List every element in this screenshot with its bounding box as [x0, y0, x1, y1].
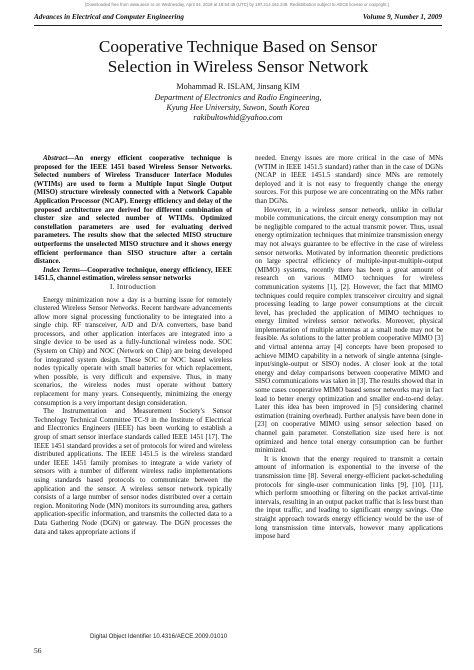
affiliation-line-1: Department of Electronics and Radio Engineering,: [154, 93, 322, 102]
body-paragraph: The Instrumentation and Measurement Society's Sensor Technology Technical Committee TC-9 in the Institute of Electrical and Electronics Engineers (IEEE) has been working to establish a group of smart sensor interface standards called IEEE 1451 [17]. The IEEE 1451 standard provides a set of protocols for wired and wireless distributed applications. The IEEE 1451.5 is the wireless standard under IEEE 1451 family promises to integrate a wide variety of sensors with a number of different wireless radio implementations using standards based protocols to communicate between the application and the sensor. A wireless sensor network typically consists of a large number of sensor nodes distributed over a certain region. Monitoring Node (MN) monitors its surrounding area, gathers application-specific information, and transmits the collected data to a Data Gathering Node (DGN) or gateway. The DGN processes the data and takes appropriate actions if: [34, 407, 232, 536]
index-terms-text: —Cooperative technique, energy efficiency, IEEE 1451.5, channel estimation, wireless sensor networks: [34, 265, 232, 283]
body-paragraph: Energy minimization now a day is a burning issue for remotely clustered Wireless Sensor Networks. Recent hardware advancements allow more signal processing functionality to be integrated into a single chip. RF transceiver, A/D and D/A converters, base band processors, and other application interfaces are integrated into a single device to be used as a fully-functional wireless node. SOC (System on Chip) and NOC (Network on Chip) are being developed for integrated system design. These SOC or NOC based wireless nodes typically operate with small batteries for which replacement, when possible, is very difficult and expensive. Thus, in many scenarios, the wireless nodes must operate without battery replacement for many years. Consequently, minimizing the energy consumption is a very important design consideration.: [34, 295, 232, 407]
author-names: Mohammad R. ISLAM, Jinsang KIM: [176, 82, 300, 91]
running-head: [34, 13, 442, 23]
index-terms: [34, 266, 232, 283]
left-column: [34, 154, 232, 536]
right-column: [255, 154, 443, 541]
index-terms-label: Index Terms: [43, 265, 81, 274]
affiliation: [34, 93, 442, 123]
page-number: 56: [34, 646, 42, 655]
section-heading: I. Introduction: [109, 282, 157, 291]
download-notice: [Downloaded free from www.aece.ro on Wednesday, April 04, 2018 at 18:54:48 (UTC) by 197.214.162.249. Redistribution subject to AECE license or copyright.]: [85, 2, 389, 7]
body-paragraph: However, in a wireless sensor network, unlike in cellular mobile communications, the circuit energy consumption may not be negligible compared to the actual transmit power. Thus, usual energy optimization techniques that minimize transmission energy may not always guarantee to be effective in the case of wireless sensor networks. Motivated by information theoretic predictions on large spectral efficiency of multiple-input-multiple-output (MIMO) systems, recently there has been a great amount of research on various MIMO techniques for wireless communication systems [1], [2]. However, the fact that MIMO techniques could require complex transceiver circuitry and signal processing leading to large power consumptions at the circuit level, has precluded the application of MIMO techniques to energy limited wireless sensor networks. Moreover, physical implementation of multiple antennas at a small node may not be feasible. As solutions to the latter problem cooperative MIMO [3] and virtual antenna array [4] concepts have been proposed to achieve MIMO capability in a network of single antenna (single-input/single-output or SISO) nodes. A closer look at the total energy and delay comparisons between cooperative MIMO and SISO communications was taken in [3]. The results showed that in some cases cooperative MIMO based sensor networks may in fact lead to better energy optimization and smaller end-to-end delay. Later this idea has been improved in [5] considering channel estimation (training overhead). Further analysis have been done in [23] on cooperative MIMO using sensor selection based on channel gain parameter. Constellation size used here is not optimized and hence total energy consumption can be further minimized.: [255, 205, 443, 455]
body-paragraph: It is known that the energy required to transmit a certain amount of information is exponential to the inverse of the transmission time [8]. Several energy-efficient packet-scheduling protocols for single-user communication links [9], [10], [11], which perform smoothing or filtering on the packet arrival-time intervals, resulting in an output packet traffic that is less burst than the input traffic, and leading to significant energy savings. One straight approach towards energy efficiency would be the use of long transmission time intervals, however many applications impose hard: [255, 454, 443, 541]
abstract: [34, 154, 232, 266]
body-paragraph: needed. Energy issues are more critical in the case of MNs (WTIM in IEEE 1451.5 standard) rather than in the case of DGNs (NCAP in IEEE 1451.5 standard) since MNs are remotely deployed and it is not easy to frequently change the energy sources. For this purpose we are concentrating on the MNs rather than DGNs.: [255, 154, 443, 205]
abstract-label: Abstract: [43, 154, 68, 162]
author-email: rakibultowhid@yahoo.com: [193, 113, 283, 122]
doi-footer: Digital Object Identifier 10.4316/AECE.2009.01010: [90, 633, 228, 640]
paper-title: [34, 37, 442, 77]
title-line-1: Cooperative Technique Based on Sensor: [98, 37, 378, 56]
journal-name: Advances in Electrical and Computer Engineering: [34, 13, 184, 21]
header-rule: [34, 25, 442, 26]
abstract-text: —An energy efficient cooperative technique is proposed for the IEEE 1451 based Wireless Sensor Networks. Selected numbers of Wireless Transducer Interface Modules (WTIMs) are used to form a Multiple Input Single Output (MISO) structure wirelessly connected with a Network Capable Application Processor (NCAP). Energy efficiency and delay of the proposed architecture are derived for different combination of cluster size and selected number of WTIMs. Optimized constellation parameters are used for evaluating derived parameters. The results show that the selected MISO structure outperforms the unselected MISO structure and it shows energy efficient performance than SISO structure after a certain distance.: [34, 154, 232, 266]
volume-info: Volume 9, Number 1, 2009: [362, 13, 442, 21]
affiliation-line-2: Kyung Hee University, Suwon, South Korea: [166, 103, 310, 112]
title-line-2: Selection in Wireless Sensor Network: [107, 57, 369, 76]
